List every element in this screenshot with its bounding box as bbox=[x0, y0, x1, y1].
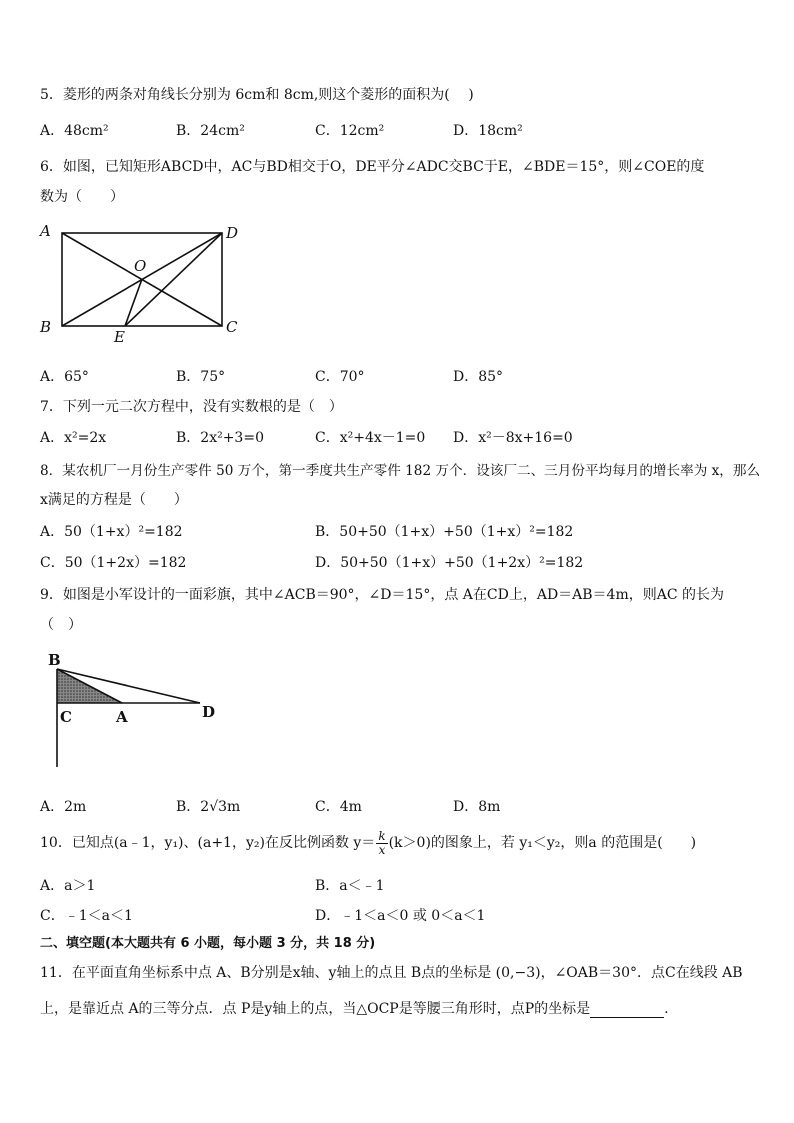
q6-option-d: D．85° bbox=[453, 369, 504, 385]
q10-stem bbox=[40, 828, 696, 858]
q5-option-d: D．18cm² bbox=[453, 123, 523, 139]
fraction-numerator: k bbox=[378, 828, 386, 843]
q7-stem: 7．下列一元二次方程中，没有实数根的是（ ） bbox=[40, 399, 343, 415]
flag-figure bbox=[40, 645, 230, 775]
section-heading: 二、填空题(本大题共有 6 小题，每小题 3 分，共 18 分) bbox=[40, 936, 376, 951]
label-a: A bbox=[40, 222, 51, 240]
q10-stem-post: (k＞0)的图象上，若 y₁＜y₂，则a 的范围是( ) bbox=[388, 835, 697, 851]
q10-option-a: A．a＞1 bbox=[40, 878, 96, 894]
q5-option-c: C．12cm² bbox=[315, 123, 385, 139]
q7-option-c: C．x²+4x－1=0 bbox=[315, 430, 426, 446]
q5-option-a: A．48cm² bbox=[40, 123, 109, 139]
q8-stem-line2: x满足的方程是（ ） bbox=[40, 492, 188, 508]
q10-fraction bbox=[376, 830, 387, 857]
label-o: O bbox=[134, 257, 147, 275]
label-d: D bbox=[202, 703, 216, 721]
q9-stem-line2: （ ） bbox=[40, 617, 82, 633]
label-e: E bbox=[114, 328, 125, 346]
label-c: C bbox=[226, 318, 238, 336]
q11-stem-line1: 11．在平面直角坐标系中点 A、B分别是x轴、y轴上的点且 B点的坐标是 (0,−3)，∠OAB＝30°．点C在线段 AB bbox=[40, 965, 743, 981]
q8-stem-line1: 8．某农机厂一月份生产零件 50 万个，第一季度共生产零件 182 万个．设该厂二、三月份平均每月的增长率为 x，那么 bbox=[40, 463, 761, 479]
q9-option-b: B．2√3m bbox=[176, 799, 241, 815]
q7-option-b: B．2x²+3=0 bbox=[176, 430, 264, 446]
label-b: B bbox=[40, 318, 52, 336]
q10-option-d: D．﹣1＜a＜0 或 0＜a＜1 bbox=[315, 908, 486, 924]
q5-option-b: B．24cm² bbox=[176, 123, 245, 139]
q8-option-c: C．50（1+2x）=182 bbox=[40, 555, 187, 571]
label-d: D bbox=[226, 224, 239, 242]
q11-stem-line2 bbox=[40, 998, 669, 1018]
label-c: C bbox=[60, 708, 72, 726]
q10-option-b: B．a＜﹣1 bbox=[315, 878, 385, 894]
q6-option-b: B．75° bbox=[176, 369, 226, 385]
label-a: A bbox=[116, 708, 128, 726]
q8-option-b: B．50+50（1+x）+50（1+x）²=182 bbox=[315, 524, 574, 540]
q6-stem-line1: 6．如图，已知矩形ABCD中，AC与BD相交于O，DE平分∠ADC交BC于E，∠BDE＝15°，则∠COE的度 bbox=[40, 159, 705, 175]
rectangle-figure bbox=[36, 218, 256, 348]
answer-blank[interactable] bbox=[590, 1003, 664, 1018]
q8-option-d: D．50+50（1+x）+50（1+2x）²=182 bbox=[315, 555, 584, 571]
q10-stem-pre: 10．已知点(a﹣1，y₁)、(a+1，y₂)在反比例函数 y＝ bbox=[40, 835, 376, 851]
q6-stem-line2: 数为（ ） bbox=[40, 189, 124, 205]
q5-stem: 5．菱形的两条对角线长分别为 6cm和 8cm,则这个菱形的面积为( ) bbox=[40, 87, 474, 103]
q9-option-a: A．2m bbox=[40, 799, 87, 815]
q9-option-d: D．8m bbox=[453, 799, 501, 815]
q9-option-c: C．4m bbox=[315, 799, 362, 815]
fraction-denominator: x bbox=[378, 842, 386, 857]
q8-option-a: A．50（1+x）²=182 bbox=[40, 524, 183, 540]
q10-option-c: C．﹣1＜a＜1 bbox=[40, 908, 133, 924]
q9-stem-line1: 9．如图是小军设计的一面彩旗，其中∠ACB＝90°，∠D＝15°，点 A在CD上，AD＝AB＝4m，则AC 的长为 bbox=[40, 587, 725, 603]
q6-option-c: C．70° bbox=[315, 369, 365, 385]
q11-stem-line2-text: 上，是靠近点 A的三等分点．点 P是y轴上的点，当△OCP是等腰三角形时，点P的坐标是 bbox=[40, 1001, 591, 1017]
q6-option-a: A．65° bbox=[40, 369, 89, 385]
q11-stem-end: . bbox=[664, 1001, 669, 1017]
label-b: B bbox=[48, 651, 61, 669]
q7-option-a: A．x²=2x bbox=[40, 430, 107, 446]
segment-de bbox=[125, 233, 222, 326]
q7-option-d: D．x²－8x+16=0 bbox=[453, 430, 573, 446]
